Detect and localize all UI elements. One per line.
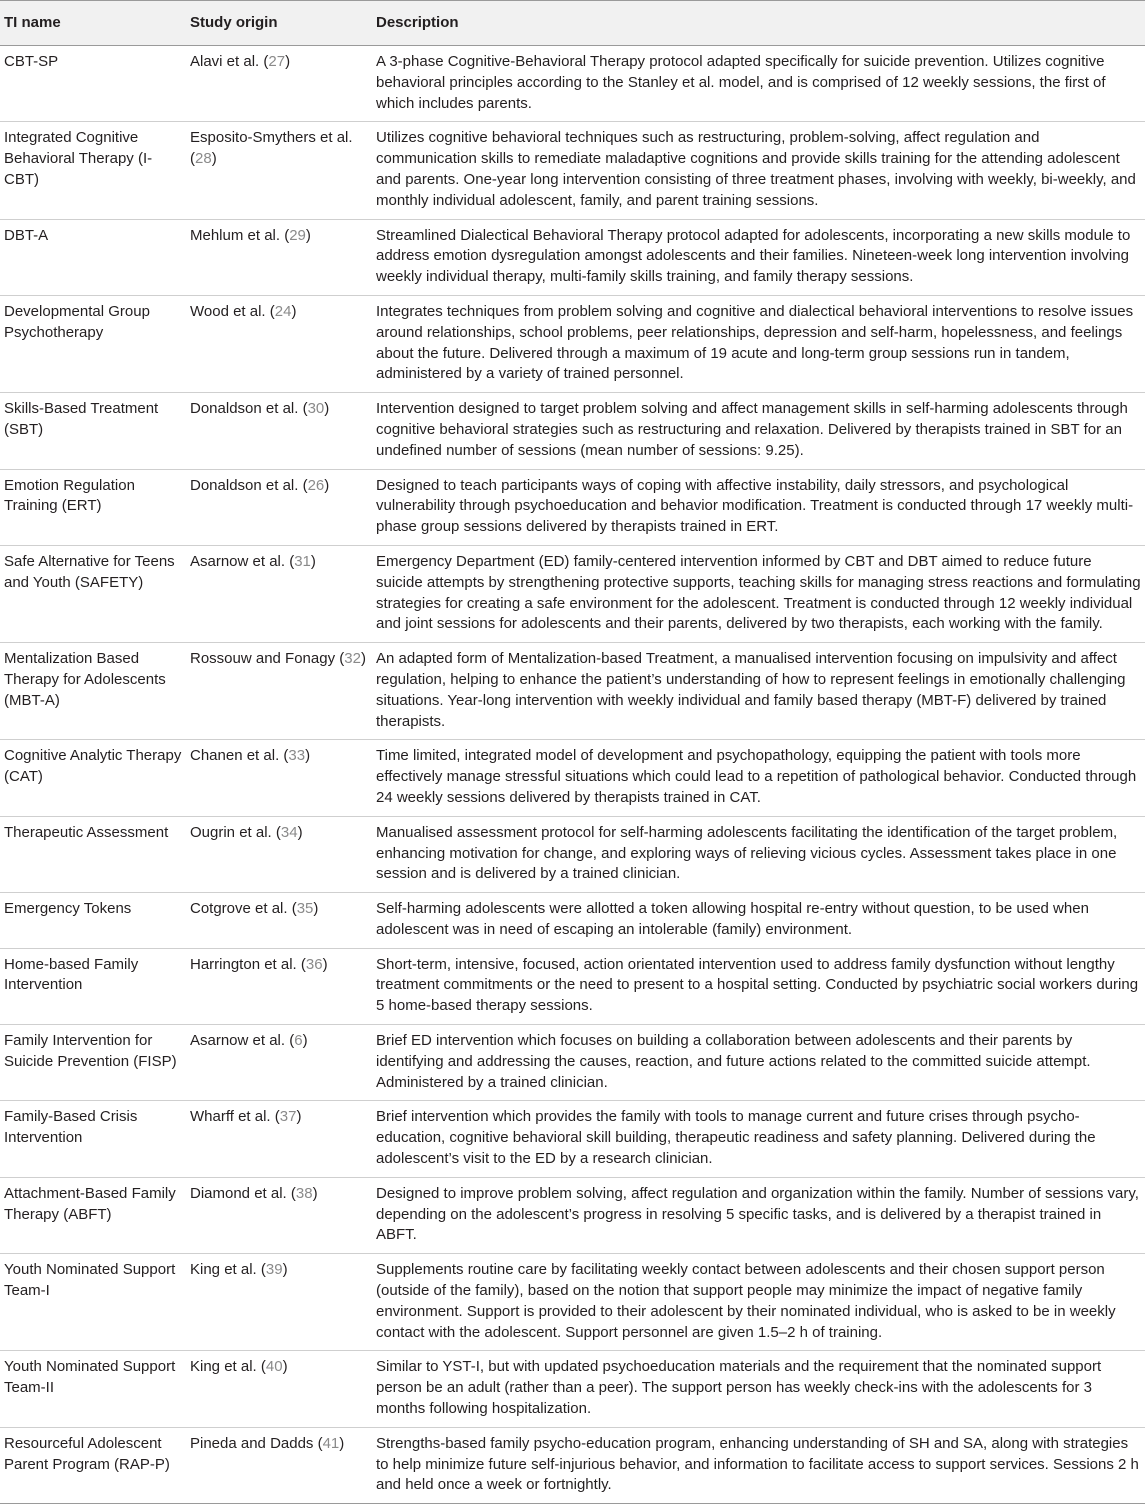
header-ti-name: TI name <box>4 14 61 31</box>
description-cell: Brief intervention which provides the family with tools to manage current and future crises through psycho-education, cognitive behavioral skill building, therapeutic readiness and safety planning. Delivered during the adolescent’s visit to the ED by a research clinician. <box>376 1108 1096 1168</box>
reference-close-paren: ) <box>324 476 330 494</box>
study-origin-cell <box>186 219 372 295</box>
reference-link[interactable]: 24 <box>274 302 292 320</box>
study-origin-text: Alavi et al. ( <box>190 53 269 70</box>
description-cell: Integrates techniques from problem solving and cognitive and dialectical behavioral interventions to resolve issues around relationships, school problems, peer relationships, depression and self-harm, hopelessness, and feelings about the future. Delivered through a maximum of 19 acute and long-term group sessions run in tandem, administered by a variety of trained personnel. <box>376 302 1134 383</box>
ti-name-cell: Integrated Cognitive Behavioral Therapy (I-CBT) <box>4 129 153 188</box>
study-origin-cell <box>186 122 372 219</box>
ti-name-cell: Family-Based Crisis Intervention <box>4 1108 138 1147</box>
reference-close-paren: ) <box>305 747 311 765</box>
reference-close-paren: ) <box>296 1108 302 1126</box>
study-origin-cell <box>186 948 372 1024</box>
reference-link[interactable]: 27 <box>268 53 286 70</box>
description-cell: Short-term, intensive, focused, action orientated intervention used to address family dysfunction without lengthy treatment commitments or the need to present to a hospital setting. Conducted by psychiatric social workers during 5 home-based therapy sessions. <box>376 955 1139 1015</box>
reference-close-paren: ) <box>282 1261 288 1279</box>
ti-name-cell: Developmental Group Psychotherapy <box>4 302 150 341</box>
ti-name-cell: Mentalization Based Therapy for Adolescents (MBT-A) <box>4 650 166 709</box>
study-origin-cell <box>186 46 372 122</box>
description-cell: Brief ED intervention which focuses on building a collaboration between adolescents and their parents by identifying and addressing the causes, reaction, and future actions related to the committed suicide attempt. Administered by a trained clinician. <box>376 1032 1091 1091</box>
reference-close-paren: ) <box>360 650 366 668</box>
ti-name-cell: DBT-A <box>4 226 49 244</box>
study-origin-text: Wharff et al. ( <box>190 1108 280 1126</box>
study-origin-cell <box>186 1025 372 1101</box>
reference-link[interactable]: 41 <box>322 1434 340 1452</box>
reference-close-paren: ) <box>324 400 330 418</box>
ti-name-cell: Cognitive Analytic Therapy (CAT) <box>4 747 182 786</box>
ti-name-cell: Resourceful Adolescent Parent Program (RAP-P) <box>4 1434 170 1473</box>
ti-name-cell: Emergency Tokens <box>4 900 132 918</box>
study-origin-cell <box>186 816 372 892</box>
reference-link[interactable]: 6 <box>294 1032 303 1050</box>
description-cell: Time limited, integrated model of development and psychopathology, equipping the patient with tools more effectively manage stressful situations which could lead to a repetition of pathological behavior. Conducted through 24 weekly sessions delivered by therapists trained in CAT. <box>376 747 1137 806</box>
header-study-origin: Study origin <box>190 14 278 31</box>
reference-link[interactable]: 38 <box>295 1184 313 1202</box>
reference-link[interactable]: 37 <box>279 1108 297 1126</box>
reference-close-paren: ) <box>310 552 316 570</box>
study-origin-text: Cotgrove et al. ( <box>190 900 297 918</box>
study-origin-cell <box>186 393 372 469</box>
description-cell: Utilizes cognitive behavioral techniques such as restructuring, problem-solving, affect regulation and communication skills to remediate maladaptive cognitions and provide skills training for the attending adolescent and parents. One-year long intervention consisting of three treatment phases, involving with weekly, bi-weekly, and monthly individual adolescent, family, and parent training sessions. <box>376 129 1136 209</box>
study-origin-text: Chanen et al. ( <box>190 747 289 765</box>
reference-link[interactable]: 32 <box>344 650 361 668</box>
reference-link[interactable]: 29 <box>289 226 306 244</box>
study-origin-text: Pineda and Dadds ( <box>190 1434 323 1452</box>
table-row <box>0 219 1145 295</box>
reference-link[interactable]: 39 <box>265 1261 283 1279</box>
reference-close-paren: ) <box>285 53 291 70</box>
study-origin-text: Asarnow et al. ( <box>190 552 295 570</box>
reference-close-paren: ) <box>291 302 297 320</box>
description-cell: Self-harming adolescents were allotted a token allowing hospital re-entry without question, to be used when adolescent was in need of escaping an intolerable (family) environment. <box>376 900 1089 938</box>
ti-name-cell: Youth Nominated Support Team-II <box>4 1358 176 1397</box>
study-origin-text: King et al. ( <box>190 1261 266 1279</box>
reference-link[interactable]: 34 <box>280 823 298 841</box>
study-origin-text: Asarnow et al. ( <box>190 1032 295 1050</box>
study-origin-text: Donaldson et al. ( <box>190 476 308 494</box>
study-origin-text: Mehlum et al. ( <box>190 226 290 244</box>
study-origin-text: Diamond et al. ( <box>190 1184 296 1202</box>
description-cell: A 3-phase Cognitive-Behavioral Therapy protocol adapted specifically for suicide prevention. Utilizes cognitive behavioral principles according to the Stanley et al. model, and is comprised of 12 weekly sessions, the first of which includes parents. <box>376 53 1106 112</box>
table-row <box>0 545 1145 642</box>
header-description: Description <box>376 14 459 31</box>
study-origin-cell <box>186 295 372 392</box>
ti-name-cell: CBT-SP <box>4 53 59 70</box>
reference-link[interactable]: 31 <box>294 552 311 570</box>
table-row <box>0 122 1145 219</box>
description-cell: Strengths-based family psycho-education program, enhancing understanding of SH and SA, along with strategies to help minimize future self-injurious behavior, and information to facilitate access to support services. Sessions 2 h and held once a week or fortnightly. <box>376 1434 1139 1494</box>
table-row <box>0 469 1145 545</box>
table-row <box>0 948 1145 1024</box>
ti-name-cell: Youth Nominated Support Team-I <box>4 1261 176 1300</box>
reference-link[interactable]: 30 <box>307 400 325 418</box>
description-cell: Streamlined Dialectical Behavioral Therapy protocol adapted for adolescents, incorporating a new skills module to address emotion dysregulation amongst adolescents and their families. Nineteen-week long intervention involving weekly individual therapy, multi-family skills training, and family therapy sessions. <box>376 226 1131 286</box>
ti-name-cell: Home-based Family Intervention <box>4 955 139 994</box>
reference-close-paren: ) <box>211 150 217 168</box>
reference-link[interactable]: 33 <box>288 747 306 765</box>
ti-name-cell: Therapeutic Assessment <box>4 823 169 841</box>
study-origin-text: Donaldson et al. ( <box>190 400 308 418</box>
table-row <box>0 1177 1145 1253</box>
study-origin-text: Wood et al. ( <box>190 302 275 320</box>
study-origin-cell <box>186 643 372 740</box>
table-row <box>0 1351 1145 1427</box>
reference-close-paren: ) <box>297 823 303 841</box>
study-origin-text: Rossouw and Fonagy ( <box>190 650 345 668</box>
table-row <box>0 740 1145 816</box>
description-cell: Supplements routine care by facilitating weekly contact between adolescents and their chosen support person (outside of the family), based on the notion that support people may minimize the impact of negative family environment. Support is provided to their adolescent by their nominated individual, who is asked to be in weekly contact with the adolescent. Support personnel are given 1.5–2 h of training. <box>376 1261 1116 1341</box>
study-origin-text: Harrington et al. ( <box>190 955 306 973</box>
reference-link[interactable]: 36 <box>305 955 323 973</box>
study-origin-cell <box>186 469 372 545</box>
study-origin-cell <box>186 1427 372 1503</box>
description-cell: Similar to YST-I, but with updated psychoeducation materials and the requirement that the nominated support person be an adult (rather than a peer). The support person has weekly check-ins with the adolescents for 3 months following hospitalization. <box>376 1358 1102 1418</box>
study-origin-cell <box>186 545 372 642</box>
reference-close-paren: ) <box>322 955 328 973</box>
ti-name-cell: Family Intervention for Suicide Prevention (FISP) <box>4 1032 177 1070</box>
description-cell: Emergency Department (ED) family-centered intervention informed by CBT and DBT aimed to reduce future suicide attempts by strengthening protective supports, teaching skills for managing stress reactions and formulating strategies for creating a safe environment for the adolescent. Treatment is conducted through 12 weekly individual and joint sessions for adolescents and their parents, delivered by two therapists, each working with the family. <box>376 552 1141 633</box>
table-row <box>0 643 1145 740</box>
ti-name-cell: Emotion Regulation Training (ERT) <box>4 476 135 515</box>
description-cell: Designed to teach participants ways of coping with affective instability, daily stressors, and psychological vulnerability through psychoeducation and behavior modification. Treatment is conducted through 17 weekly multi-phase group sessions delivered by therapists trained in ERT. <box>376 476 1134 536</box>
study-origin-cell <box>186 1351 372 1427</box>
table-row <box>0 1025 1145 1101</box>
table-row <box>0 46 1145 122</box>
study-origin-cell <box>186 740 372 816</box>
reference-close-paren: ) <box>339 1434 345 1452</box>
study-origin-text: King et al. ( <box>190 1358 266 1376</box>
description-cell: Manualised assessment protocol for self-harming adolescents facilitating the identification of the target problem, enhancing motivation for change, and exploring ways of relieving vicious cycles. Assessment takes place in one session and is delivered by a trained clinician. <box>376 823 1118 883</box>
reference-link[interactable]: 26 <box>307 476 325 494</box>
ti-name-cell: Safe Alternative for Teens and Youth (SAFETY) <box>4 552 175 591</box>
study-origin-text: Esposito-Smythers et al. ( <box>190 129 353 168</box>
table-row <box>0 393 1145 469</box>
study-origin-text: Ougrin et al. ( <box>190 823 281 841</box>
ti-name-cell: Attachment-Based Family Therapy (ABFT) <box>4 1184 176 1223</box>
study-origin-cell <box>186 1101 372 1177</box>
table-row <box>0 893 1145 949</box>
study-origin-cell <box>186 893 372 949</box>
description-cell: Intervention designed to target problem solving and affect management skills in self-harming adolescents through cognitive behavioral strategies such as restructuring and relaxation. Delivered by therapists trained in SBT for an undefined number of sessions (mean number of sessions: 9.25). <box>376 400 1128 459</box>
header-row <box>0 1 1145 46</box>
table-row <box>0 1254 1145 1351</box>
study-origin-cell <box>186 1177 372 1253</box>
reference-link[interactable]: 28 <box>195 150 212 168</box>
table-header <box>0 1 1145 46</box>
reference-link[interactable]: 35 <box>296 900 314 918</box>
table-row <box>0 816 1145 892</box>
reference-close-paren: ) <box>282 1358 288 1376</box>
table-body <box>0 46 1145 1504</box>
reference-close-paren: ) <box>313 900 319 918</box>
description-cell: Designed to improve problem solving, affect regulation and organization within the family. Number of sessions vary, depending on the adolescent’s progress in resolving 5 specific tasks, and is delivered by a therapist trained in ABFT. <box>376 1184 1139 1244</box>
table-row <box>0 295 1145 392</box>
table-row <box>0 1427 1145 1503</box>
reference-close-paren: ) <box>302 1032 308 1050</box>
reference-close-paren: ) <box>305 226 311 244</box>
reference-link[interactable]: 40 <box>265 1358 283 1376</box>
table-row <box>0 1101 1145 1177</box>
reference-close-paren: ) <box>312 1184 318 1202</box>
description-cell: An adapted form of Mentalization-based Treatment, a manualised intervention focusing on impulsivity and affect regulation, helping to enhance the patient’s understanding of how to represent feelings in emotionally challenging situations. Year-long intervention with weekly individual and family based therapy (MBT-F) delivered by trained therapists. <box>376 650 1126 730</box>
ti-name-cell: Skills-Based Treatment (SBT) <box>4 400 159 438</box>
study-origin-cell <box>186 1254 372 1351</box>
